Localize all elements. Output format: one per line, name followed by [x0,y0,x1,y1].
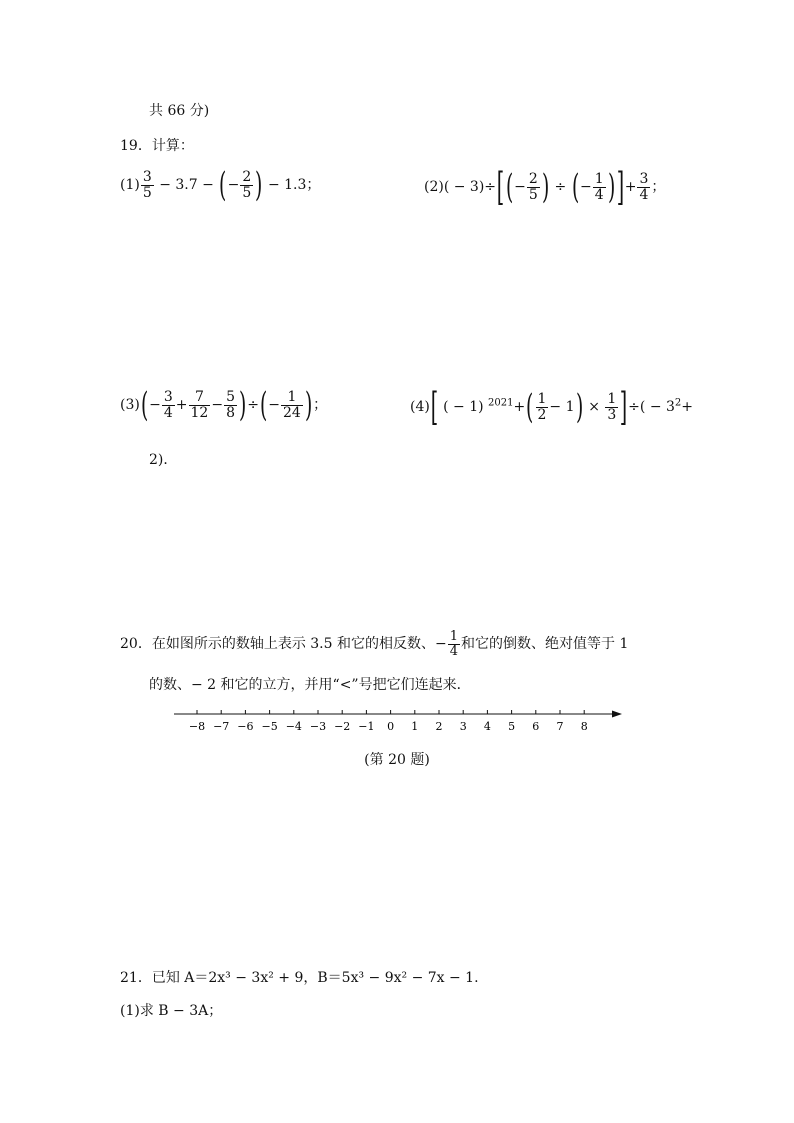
tick-label: 0 [387,720,395,733]
question-20-line1: 20．在如图所示的数轴上表示 3.5 和它的相反数、− $\frac{1}{4}$ 和它的倒数、绝对值等于 1 [120,629,629,659]
tick-label: −7 [213,720,230,733]
q19-part1: (1) $\frac{3}{5}$ − 3.7 − (− $\frac{2}{5}$ ) − 1.3； [120,165,321,205]
fraction: $\frac{2}{5}$ [242,168,252,201]
tick-label: −1 [358,720,375,733]
tick-label: 2 [435,720,443,733]
tick-label: 4 [483,720,491,733]
tick-label: −5 [261,720,278,733]
part-number: (2) [424,179,444,195]
tick-label: −3 [309,720,327,733]
part-number: (1) [120,177,140,193]
fraction: $\frac{3}{5}$ [142,168,152,201]
fraction: $\frac{1}{4}$ [449,629,458,659]
axis-arrow-icon [612,711,622,718]
tick-label: 8 [580,720,588,733]
fraction: $\frac{2}{5}$ [528,170,538,203]
tick-label: −2 [334,720,351,733]
part-number: (4) [410,399,430,415]
tick-label: −4 [285,720,302,733]
section-continuation: 共 66 分) [149,103,210,119]
fraction: $\frac{1}{2}$ [537,390,547,423]
q19-part2: (2)( − 3)÷[(− $\frac{2}{5}$ ) ÷ (− $\frac{1}{4}$ )]+ $\frac{3}{4}$ ； [424,165,666,209]
question-21-part1: (1)求 B − 3A； [120,1003,223,1019]
number-line [170,704,630,740]
fraction: $\frac{5}{8}$ [226,388,235,421]
fraction: $\frac{7}{12}$ [190,388,209,421]
q19-part4-continuation: 2)． [149,452,178,468]
fraction: $\frac{3}{4}$ [163,388,173,421]
question-19-label: 19．计算： [120,138,194,154]
fraction: $\frac{1}{24}$ [282,388,301,421]
tick-label: 5 [508,720,516,733]
tick-label: −8 [188,720,206,733]
fraction: $\frac{3}{4}$ [639,170,649,203]
tick-label: 3 [459,720,467,733]
question-20-line2: 的数、− 2 和它的立方，并用“<”号把它们连起来． [149,677,471,693]
q19-part3: (3)(− $\frac{3}{4}$ + $\frac{7}{12}$ − $\frac{5}{8}$ )÷(− $\frac{1}{24}$ )； [120,385,328,425]
fraction: $\frac{1}{4}$ [594,170,604,203]
q19-part4: (4)[ ( − 1) $^{2021}$+( $\frac{1}{2}$ − 1) × $\frac{1}{3}$ ]÷( − $3^2+$ [410,385,694,429]
tick-label: 7 [556,720,564,733]
tick-label: −6 [237,720,254,733]
tick-label: 1 [411,720,419,733]
part-number: (3) [120,397,140,413]
tick-label: 6 [532,720,540,733]
fraction: $\frac{1}{3}$ [607,390,617,423]
question-21-line1: 21．已知 A＝2x³ − 3x² + 9，B＝5x³ − 9x² − 7x − 1. [120,970,479,986]
figure-caption: (第 20 题) [364,752,430,768]
